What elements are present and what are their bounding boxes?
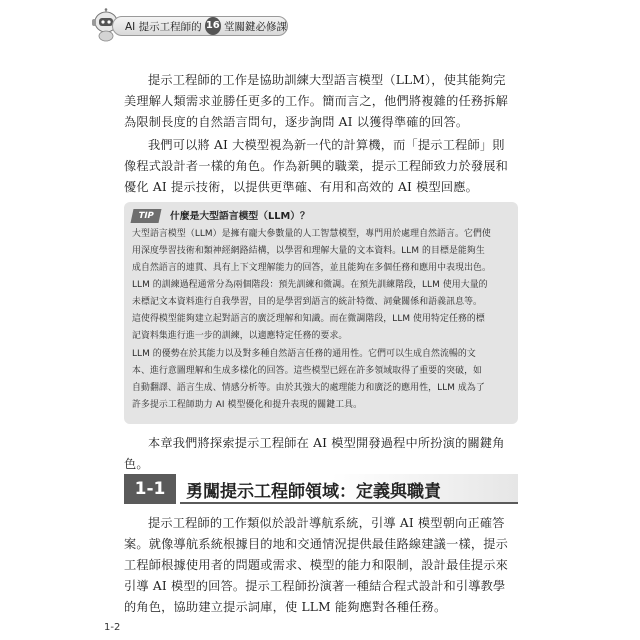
tip-line: 用深度學習技術和類神經網路結構，以學習和理解大量的文本資料。LLM 的目標是能夠生 (132, 246, 485, 256)
tip-box (124, 202, 518, 424)
tip-line: 大型語言模型（LLM）是擁有龐大參數量的人工智慧模型，專門用於處理自然語言。它們使 (132, 229, 491, 239)
tip-line: 未標記文本資料進行自我學習，目的是學習到語言的統計特徵、詞彙關係和語義訊息等。 (132, 297, 483, 307)
intro-paragraph-2: 我們可以將 AI 大模型視為新一代的計算機，而「提示工程師」則像程式設計者一樣的角色。作為新興的職業，提示工程師致力於發展和優化 AI 提示技術，以提供更準確、有用和高效的 AI 模型回應。 (124, 138, 509, 194)
section-title-bar (180, 474, 518, 504)
section-title: 勇闖提示工程師領域：定義與職責 (186, 482, 441, 502)
section-number: 1-1 (124, 474, 176, 504)
chapter-header-bar (112, 16, 288, 36)
page-number: 1-2 (104, 622, 121, 633)
chapter-summary-paragraph: 本章我們將探索提示工程師在 AI 模型開發過程中所扮演的關鍵角色。 (124, 436, 505, 471)
tip-line: 記資料集進行進一步的訓練，以適應特定任務的要求。 (132, 331, 348, 341)
tip-line: 本、進行意圖理解和生成多樣化的回答。這些模型已經在許多領域取得了重要的突破，如 (132, 366, 483, 376)
tip-line: 成自然語言的連貫、具有上下文理解能力的回答，並且能夠在多個任務和應用中表現出色。 (132, 263, 491, 273)
intro-paragraph-1: 提示工程師的工作是協助訓練大型語言模型（LLM），使其能夠完美理解人類需求並勝任更多的工作。簡而言之，他們將複雜的任務拆解為限制長度的自然語言問句，逐步詢問 AI 以獲得準確的回答。 (124, 73, 509, 129)
header-title-suffix: 堂關鍵必修課 (224, 20, 287, 33)
tip-line: LLM 的優勢在於其能力以及對多種自然語言任務的通用性。它們可以生成自然流暢的文 (132, 349, 476, 359)
section-body-paragraph: 提示工程師的工作類似於設計導航系統，引導 AI 模型朝向正確答案。就像導航系統根據目的地和交通情況提供最佳路線建議一樣，提示工程師根據使用者的問題或需求、模型的能力和限制，設計最佳提示來引導 AI 模型的回答。提示工程師扮演著一種結合程式設計和引導教學的角色，協助建立提示詞庫，使 LLM 能夠應對各種任務。 (124, 516, 509, 614)
tip-line: 這使得模型能夠建立起對語言的廣泛理解和知識。而在微調階段，LLM 使用特定任務的標 (132, 314, 485, 324)
tip-tag: TIP (131, 209, 162, 223)
header-title-prefix: AI 提示工程師的 (125, 20, 202, 33)
section-heading (124, 474, 518, 504)
tip-line: 自動翻譯、語言生成、情感分析等。由於其強大的處理能力和廣泛的應用性，LLM 成為了 (132, 383, 485, 393)
header-title-number: 16 (205, 17, 221, 35)
tip-title: 什麼是大型語言模型（LLM）？ (170, 211, 310, 222)
tip-line: LLM 的訓練過程通常分為兩個階段：預先訓練和微調。在預先訓練階段，LLM 使用大量的 (132, 280, 488, 290)
tip-line: 許多提示工程師助力 AI 模型優化和提升表現的關鍵工具。 (132, 400, 363, 410)
